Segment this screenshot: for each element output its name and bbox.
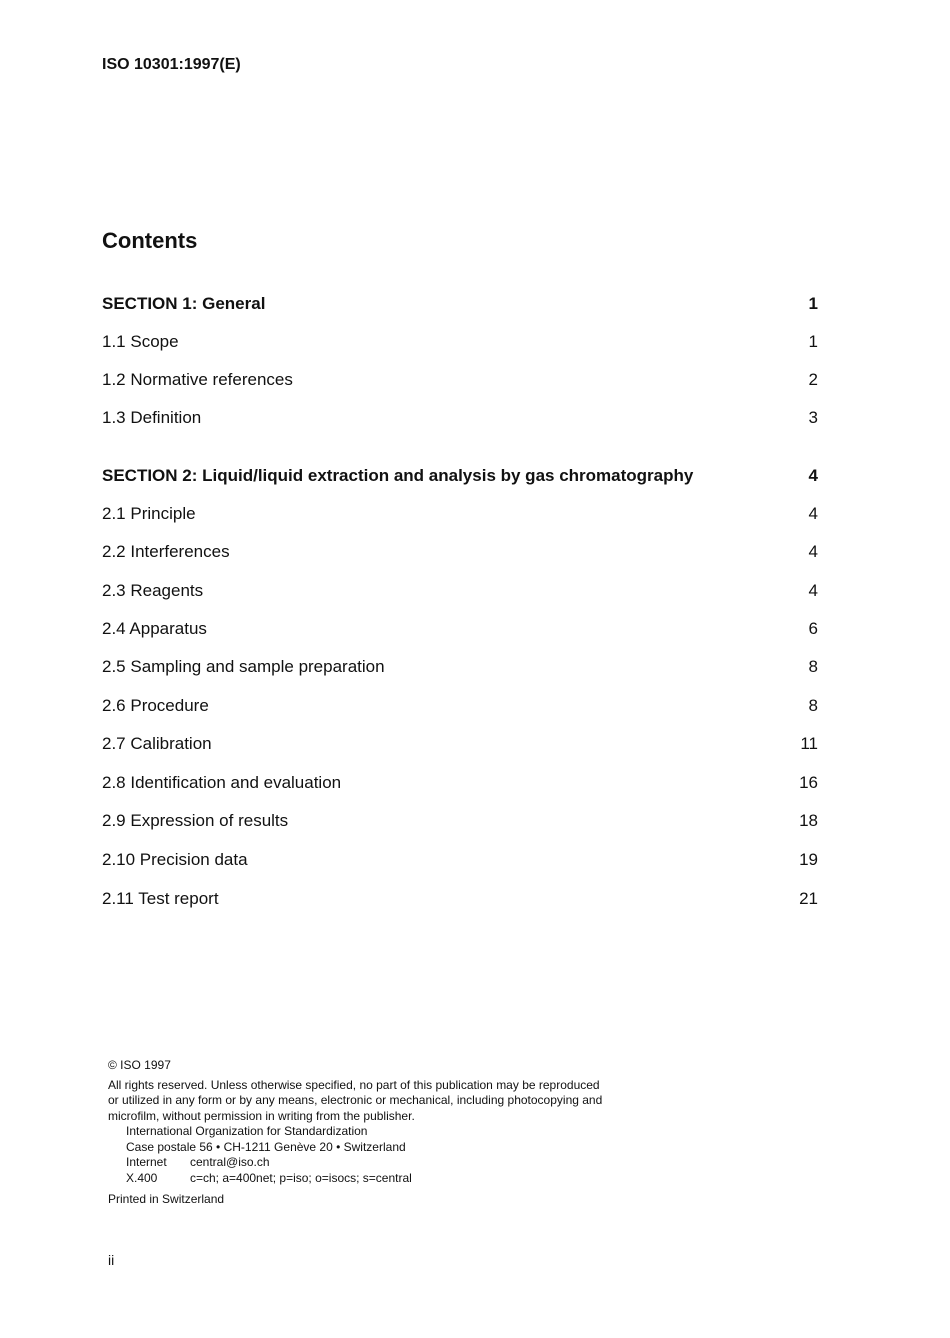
- toc-entry: [102, 370, 818, 394]
- toc-entry: [102, 466, 818, 490]
- toc-entry-label: 1.2 Normative references: [102, 370, 293, 389]
- toc-entry: [102, 542, 818, 566]
- toc-entry: [102, 734, 818, 758]
- internet-value: central@iso.ch: [190, 1155, 270, 1169]
- toc-entry-label: 2.11 Test report: [102, 889, 219, 908]
- printed-in: Printed in Switzerland: [108, 1192, 225, 1206]
- toc-entry: [102, 504, 818, 528]
- toc-entry-label: 2.1 Principle: [102, 504, 196, 523]
- toc-entry-label: 2.9 Expression of results: [102, 811, 289, 830]
- toc-entry-label: 2.4 Apparatus: [102, 619, 207, 638]
- toc-entry-label: 2.5 Sampling and sample preparation: [102, 657, 385, 676]
- toc-entry-label: 2.2 Interferences: [102, 542, 230, 561]
- toc-entry-page: 1: [808, 332, 818, 351]
- toc-entry-page: 1: [808, 294, 818, 313]
- x400-label: X.400: [126, 1170, 158, 1185]
- toc-entry: [102, 408, 818, 432]
- toc-entry-label: 2.10 Precision data: [102, 850, 248, 869]
- toc-entry: [102, 773, 818, 797]
- toc-entry: [102, 657, 818, 681]
- toc-entry-label: 2.3 Reagents: [102, 581, 204, 600]
- toc-entry: [102, 581, 818, 605]
- toc-entry: [102, 696, 818, 720]
- toc-entry: [102, 332, 818, 356]
- rights-line: microfilm, without permission in writing from the publisher.: [108, 1108, 415, 1123]
- toc-entry-page: 16: [799, 773, 818, 792]
- toc-entry-page: 6: [808, 619, 818, 638]
- toc-entry-label: 1.1 Scope: [102, 332, 179, 351]
- toc-entry-page: 19: [799, 850, 818, 869]
- toc-entry: [102, 811, 818, 835]
- toc-entry-page: 2: [808, 370, 818, 389]
- copyright-footer: [108, 1058, 602, 1208]
- toc-entry-page: 4: [808, 466, 818, 485]
- rights-line: All rights reserved. Unless otherwise specified, no part of this publication may be reproduced: [108, 1077, 600, 1092]
- toc-entry-label: 1.3 Definition: [102, 408, 202, 427]
- copyright-notice: © ISO 1997: [108, 1058, 171, 1072]
- page-number: ii: [108, 1252, 115, 1268]
- toc-entry-page: 3: [808, 408, 818, 427]
- rights-line: or utilized in any form or by any means, electronic or mechanical, including photocopying and: [108, 1093, 603, 1107]
- toc-entry: [102, 619, 818, 643]
- document-header: ISO 10301:1997(E): [102, 56, 241, 73]
- toc-entry-page: 18: [799, 811, 818, 830]
- toc-entry-label: 2.7 Calibration: [102, 734, 212, 753]
- toc-entry-page: 11: [800, 734, 818, 753]
- toc-entry-page: 4: [808, 504, 818, 523]
- toc-entry-page: 8: [808, 657, 818, 676]
- toc-entry-label: SECTION 1: General: [102, 294, 266, 313]
- toc-entry-page: 8: [808, 696, 818, 715]
- toc-entry-page: 4: [808, 542, 818, 561]
- toc-entry-page: 4: [808, 581, 818, 600]
- x400-contact: [108, 1171, 602, 1187]
- toc-entry: [102, 889, 818, 913]
- toc-entry-label: SECTION 2: Liquid/liquid extraction and analysis by gas chromatography: [102, 466, 694, 485]
- organization-name: International Organization for Standardization: [126, 1124, 368, 1138]
- toc-entry-label: 2.6 Procedure: [102, 696, 209, 715]
- organization-address: Case postale 56 • CH-1211 Genève 20 • Switzerland: [126, 1139, 406, 1154]
- toc-entry-page: 21: [799, 889, 818, 908]
- x400-value: c=ch; a=400net; p=iso; o=isocs; s=central: [190, 1170, 412, 1185]
- toc-entry: [102, 850, 818, 874]
- contents-title: Contents: [102, 228, 198, 253]
- toc-entry: [102, 294, 818, 318]
- toc-entry-label: 2.8 Identification and evaluation: [102, 773, 342, 792]
- internet-contact: [108, 1155, 602, 1171]
- internet-label: Internet: [126, 1155, 167, 1169]
